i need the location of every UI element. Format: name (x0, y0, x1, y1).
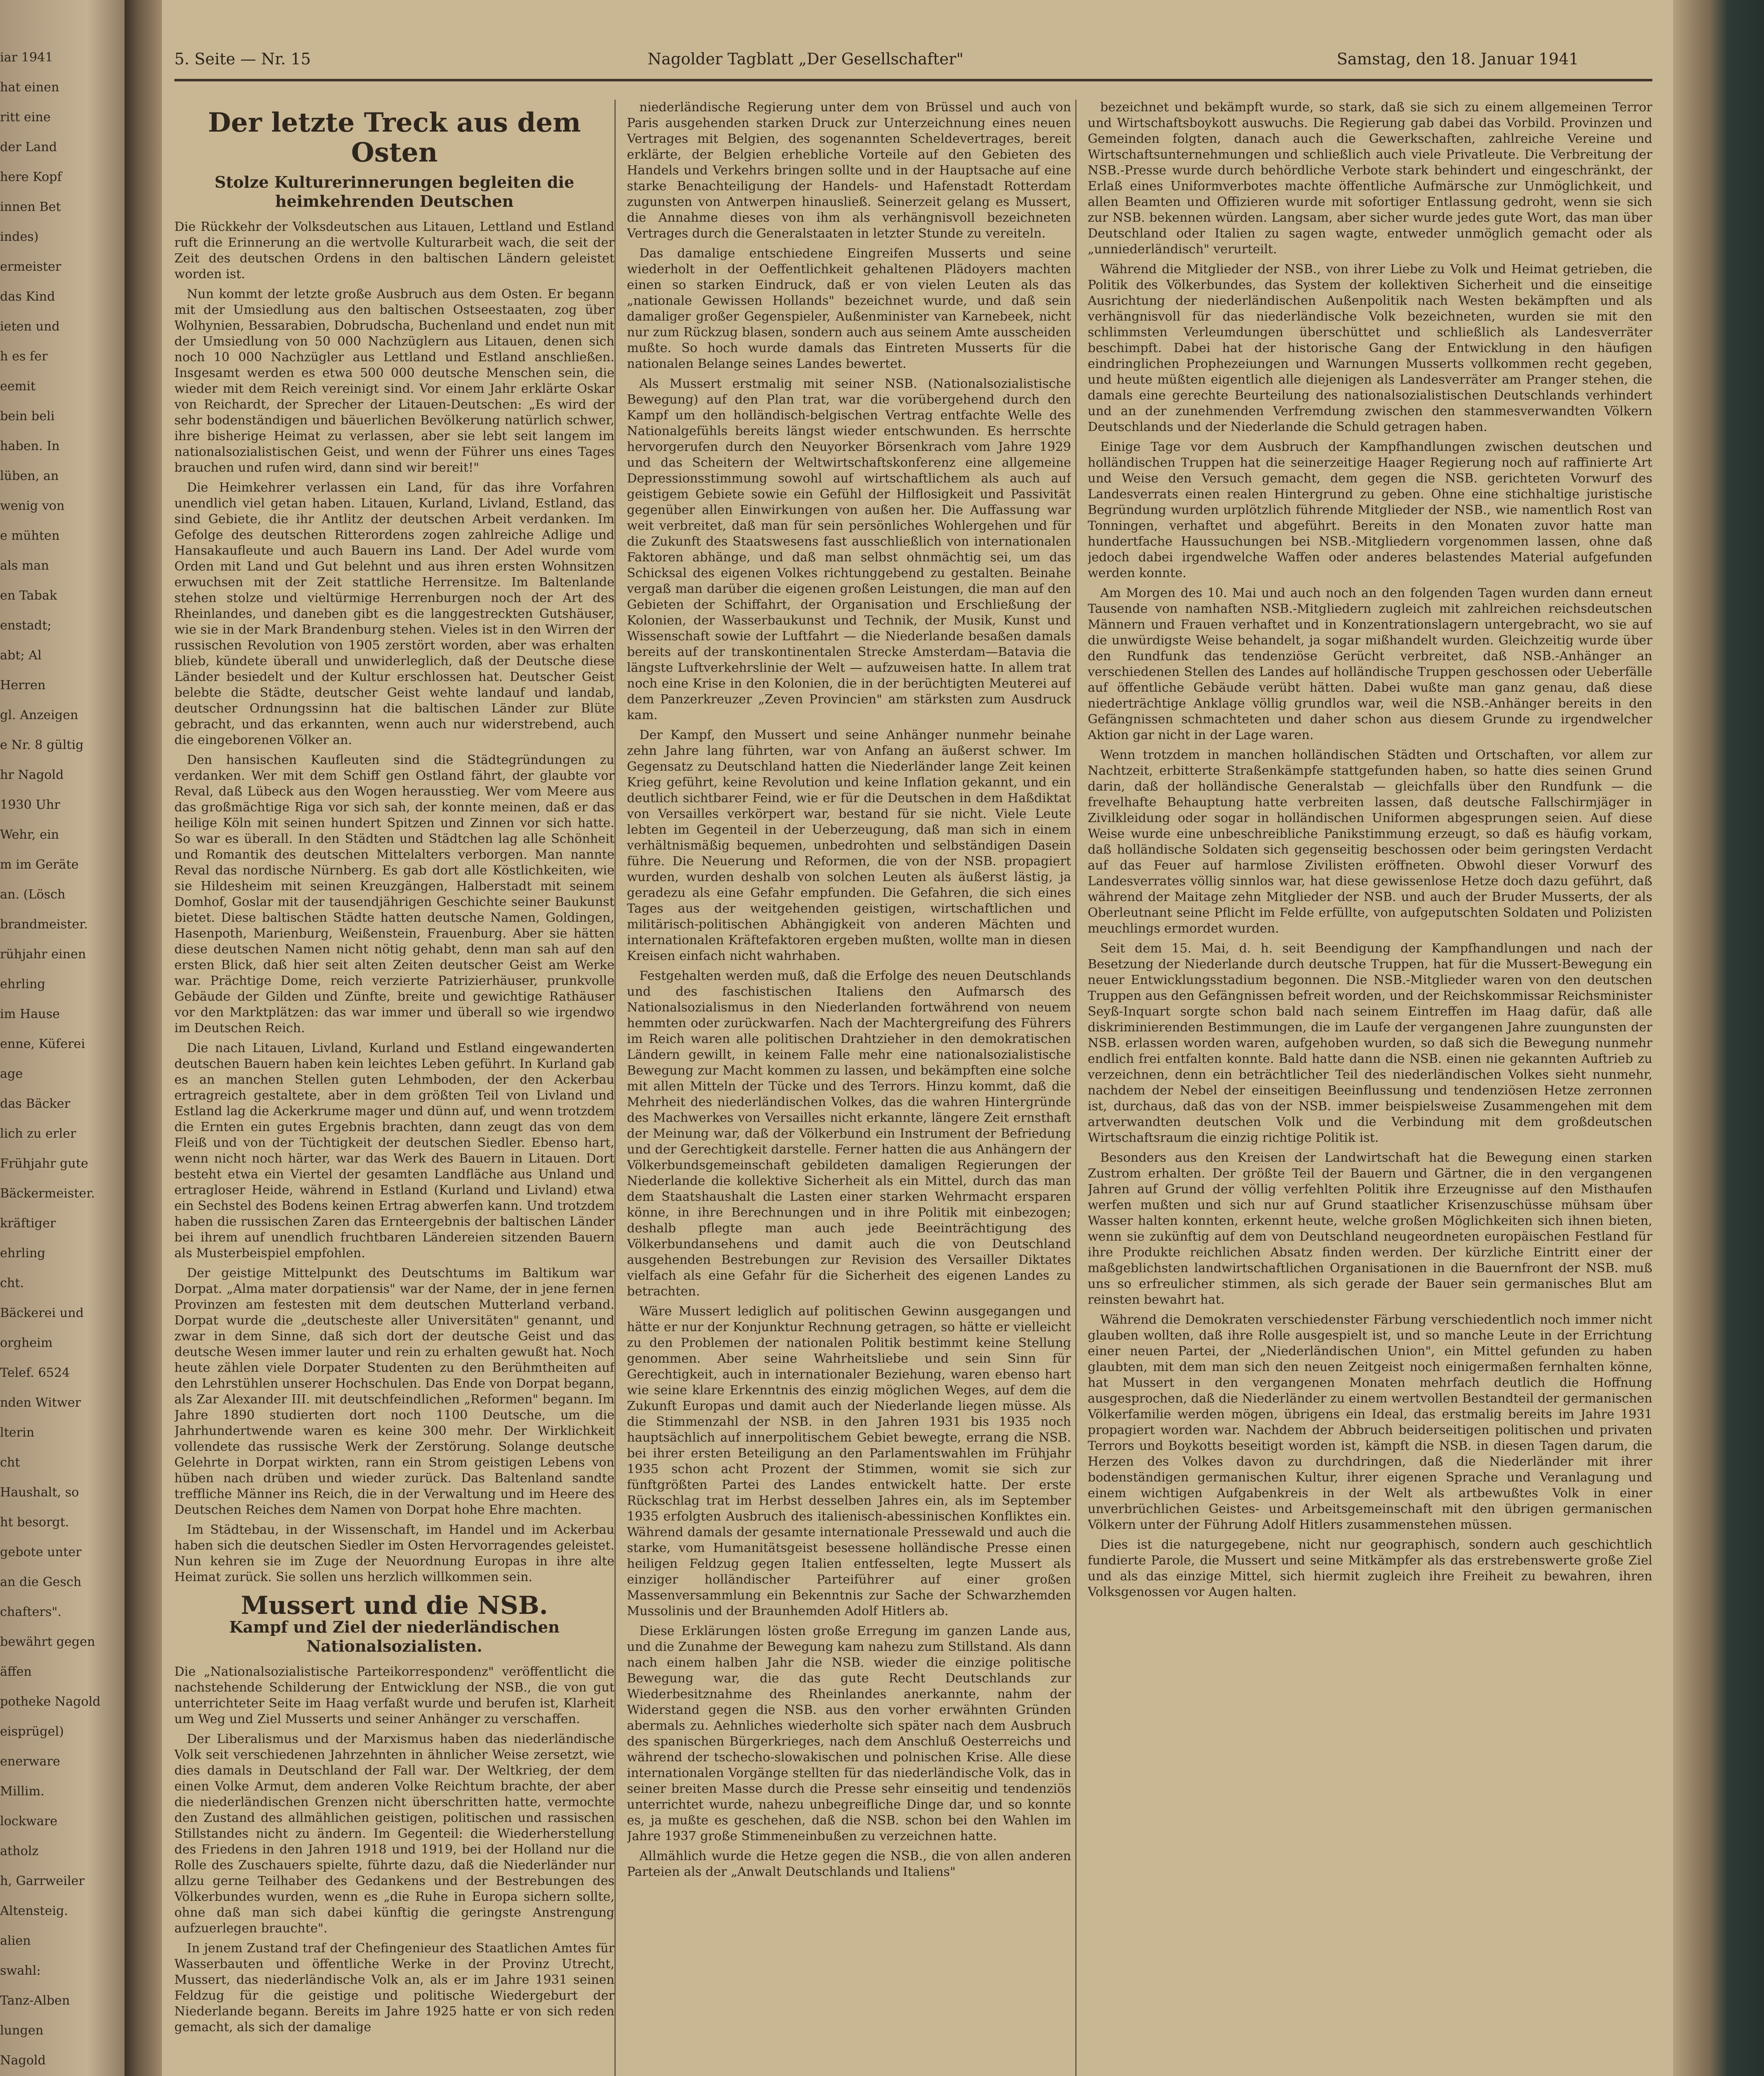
left-page-fragment: here Kopf (0, 170, 62, 184)
left-page-fragment: e mühten (0, 529, 60, 543)
left-page-fragment: Bäckermeister. (0, 1186, 95, 1201)
paragraph: Besonders aus den Kreisen der Landwirtschaft hat die Bewegung einen starken Zustrom erhalten. Der größte Teil der Bauern und Gärtner, die in den vergangenen Jahren auf Grund der völlig verfehlten Politik ihre Erzeugnisse auf den Misthaufen werfen mußten und sich nur auf Grund staatlicher Krisenzuschüsse mühsam über Wasser halten konnten, erkennt heute, welche großen Möglichkeiten sich ihnen bieten, wenn sie zukünftig auf dem von Deutschland neugeordneten europäischen Festland für ihre Produkte reichlichen Absatz finden werden. Der kürzliche Eintritt einer der maßgeblichsten landwirtschaftlichen Organisationen in die Bauernfront der NSB. muß uns so erfreulicher stimmen, als sich gerade der Bauer sein germanisches Blut am reinsten bewahrt hat. (1088, 1151, 1652, 1307)
left-page-fragment: eisprügel) (0, 1724, 64, 1739)
left-page-fragment: enne, Küferei (0, 1037, 85, 1051)
left-page-fragment: abt; Al (0, 648, 42, 663)
paragraph: Das damalige entschiedene Eingreifen Musserts und seine wiederholt in der Oeffentlichkeit gehaltenen Plädoyers machten einen so starken Eindruck, daß er von vielen Leuten als das „nationale Gewissen Hollands" bezeichnet wurde, und daß sein damaliger großer Gegenspieler, Außenminister van Karnebeek, nicht nur zum Rückzug blasen, sondern auch aus seinem Amte ausscheiden mußte. So hoch wurde damals das Eintreten Musserts für die nationalen Belange seines Landes bewertet. (627, 246, 1071, 371)
left-page-fragment: h, Garrweiler (0, 1874, 85, 1888)
article-lead: Die „Nationalsozialistische Parteikorrespondenz" veröffentlicht die nachstehende Schilderung der Entwicklung der NSB., die von gut unterrichteter Seite im Haag verfaßt wurde und berufen ist, Klarheit um Weg und Ziel Musserts und seiner Anhänger zu verschaffen. (174, 1665, 614, 1726)
left-page-strip (0, 0, 125, 2076)
article-subhead: Kampf und Ziel der niederländischen Nationalsozialisten. (229, 1618, 560, 1655)
paragraph: Der Kampf, den Mussert und seine Anhänger nunmehr beinahe zehn Jahre lang führten, war von Anfang an äußerst schwer. Im Gegensatz zu Deutschland hatten die Niederländer lange Zeit keinen Krieg geführt, keine Revolution und keine Inflation gekannt, und ein deutlich sichtbarer Feind, wie er für die Deutschen in dem Haßdiktat von Versailles verkörpert war, bestand für sie nicht. Viele Leute lebten im Gegenteil in der Ueberzeugung, daß man sich in einem verhältnismäßig bequemen, unbedrohten und selbständigen Dasein führe. Die Neuerung und Reformen, die von der NSB. propagiert wurden, wurden deshalb von solchen Leuten als äußerst lästig, ja geradezu als eine Gefahr empfunden. Die Gefahren, die sich eines Tages aus der weitgehenden geistigen, wirtschaftlichen und militärisch-politischen Abhängigkeit von anderen Mächten und internationalen Kräftefaktoren ergeben mußten, wollte man in diesen Kreisen einfach nicht wahrhaben. (627, 728, 1071, 963)
left-page-fragment: im Hause (0, 1007, 60, 1021)
paragraph: Der geistige Mittelpunkt des Deutschtums im Baltikum war Dorpat. „Alma mater dorpatiensis" war der Name, der in jene fernen Provinzen am festesten mit dem deutschen Mutterland verband. Dorpat wurde die „deutscheste aller Universitäten" genannt, und zwar in dem Sinne, daß sich dort der deutsche Geist und das deutsche Wesen immer lauter und rein zu erhalten gewußt hat. Noch heute zählen viele Dorpater Studenten zu den Berühmtheiten auf den Lehrstühlen unserer Hochschulen. Das Ende von Dorpat begann, als Zar Alexander III. mit deutschfeindlichen „Reformen" begann. Im Jahre 1890 studierten dort noch 1100 Deutsche, um die Jahrhundertwende waren es keine 300 mehr. Der Wirklichkeit vollendete das russische Werk der Zerstörung. Solange deutsche Gelehrte in Dorpat wirkten, rann ein Strom geistigen Lebens von hüben nach drüben und wieder zurück. Das Baltenland sandte treffliche Männer ins Reich, die in der Verwaltung und im Heere des Deutschen Reiches dem Namen von Dorpat hohe Ehre machten. (174, 1266, 614, 1517)
left-page-fragment: Frühjahr gute (0, 1156, 88, 1171)
paragraph: niederländische Regierung unter dem von Brüssel und auch von Paris ausgehenden starken Druck zur Unterzeichnung eines neuen Vertrages mit Belgien, des sogenannten Scheldevertrages, bereit erklärte, der Belgien erhebliche Vorteile auf den Gebieten des Handels und Verkehrs bringen sollte und in der Hauptsache auf eine starke Benachteiligung der Handels- und Hafenstadt Rotterdam zugunsten von Antwerpen hinausließ. Seinerzeit gelang es Mussert, die Annahme dieses von ihm als verhängnisvoll bezeichneten Vertrages durch die Generalstaaten in letzter Stunde zu vereiteln. (627, 100, 1071, 241)
issue-date: Samstag, den 18. Januar 1941 (1337, 50, 1579, 68)
paragraph: Wenn trotzdem in manchen holländischen Städten und Ortschaften, vor allem zur Nachtzeit, erbitterte Straßenkämpfe stattgefunden haben, so hatte dies seinen Grund darin, daß der holländische Generalstab — gleichfalls über den Rundfunk — die frevelhafte Behauptung hatte verbreiten lassen, daß deutsche Fallschirmjäger in Zivilkleidung oder sogar in holländischen Uniformen abgesprungen seien. Auf diese Weise wurde eine unbeschreibliche Panikstimmung erzeugt, so daß es häufig vorkam, daß holländische Soldaten sich gegenseitig beschossen oder beim geringsten Verdacht auf das Feuer auf harmlose Zivilisten eröffneten. Obwohl dieser Vorwurf des Landesverrates völlig sinnlos war, hat diese gewissenlose Hetze doch dazu geführt, daß während der Maitage zehn Mitglieder der NSB. und auch der Bruder Musserts, der als Oberleutnant seine Pflicht im Felde erfüllte, von aufgeputschten Soldaten und Polizisten meuchlings ermordet wurden. (1088, 748, 1652, 936)
paragraph: In jenem Zustand traf der Chefingenieur des Staatlichen Amtes für Wasserbauten und öffentliche Werke in der Provinz Utrecht, Mussert, das niederländische Volk an, als er im Jahre 1931 seinen Feldzug für die geistige und politische Wiedergeburt der Niederlande begann. Bereits im Jahre 1925 hatte er von sich reden gemacht, als sich der damalige (174, 1941, 614, 2034)
paragraph: Nun kommt der letzte große Ausbruch aus dem Osten. Er begann mit der Umsiedlung aus den baltischen Ostseestaaten, zog über Wolhynien, Bessarabien, Dobrudscha, Buchenland und endet nun mit der Umsiedlung von 50 000 Nachzüglern aus Litauen, denen sich noch 10 000 Nachzügler aus Lettland und Estland anschließen. Insgesamt werden es etwa 500 000 deutsche Menschen sein, die wieder mit dem Reich vereinigt sind. Vor einem Jahr erklärte Oskar von Reichardt, der Sprecher der Litauen-Deutschen: „Es wird der sehr bodenständigen und bäuerlichen Bevölkerung natürlich schwer, ihre bisherige Heimat zu verlassen, aber sie lebt seit langem im nationalsozialistischen Geist, und wenn der Führer uns eines Tages brauchen und rufen wird, dann sind wir bereit!" (174, 287, 614, 475)
paragraph: Festgehalten werden muß, daß die Erfolge des neuen Deutschlands und des faschistischen Italiens den Aufmarsch des Nationalsozialismus in den Niederlanden fortwährend von neuem hemmten oder zurückwarfen. Nach der Machtergreifung des Führers im Reich waren alle politischen Drahtzieher in den demokratischen Ländern gewillt, in keinem Falle mehr eine nationalsozialistische Bewegung zur Macht kommen zu lassen, und bekämpften eine solche mit allen Mitteln der Tücke und des Terrors. Hinzu kommt, daß die Mehrheit des niederländischen Volkes, das die wahren Hintergründe des Machwerkes von Versailles nicht erkannte, längere Zeit ernsthaft der Meinung war, daß der Völkerbund ein Instrument der Befriedung und der Gerechtigkeit darstelle. Ferner hatten die aus Anhängern der Völkerbundsgemeinschaft gebildeten damaligen Regierungen der Niederlande die kollektive Sicherheit als ein Mittel, durch das man dem Staatshaushalt die Lasten einer starken Wehrmacht ersparen könne, in ihre Berechnungen und in ihre Politik mit einbezogen; deshalb pflegte man auch jede Beeinträchtigung des Völkerbundansehens und damit auch die von Deutschland ausgehenden Bestrebungen zur Revision des Versailler Diktates vielfach als eine Gefahr für die Sicherheit des eigenen Landes zu betrachten. (627, 969, 1071, 1299)
left-page-fragment: der Land (0, 140, 57, 154)
paragraph: Einige Tage vor dem Ausbruch der Kampfhandlungen zwischen deutschen und holländischen Truppen hat die seinerzeitige Haager Regierung noch auf raffinierte Art und Weise den Versuch gemacht, dem gegen die NSB. gerichteten Vorwurf des Landesverrats einen realen Hintergrund zu geben. Ohne eine stichhaltige juristische Begründung wurden urplötzlich führende Mitglieder der NSB., wie namentlich Rost van Tonningen, verhaftet und abgeführt. Bereits in den Monaten zuvor hatte man hundertfache Haussuchungen bei NSB.-Mitgliedern vorgenommen lassen, ohne daß jedoch dabei irgendwelche Waffen oder anderes belastendes Material aufgefunden werden konnte. (1088, 440, 1652, 580)
paragraph: Den hansischen Kaufleuten sind die Städtegründungen zu verdanken. Wer mit dem Schiff gen Ostland fährt, der glaubte vor Reval, daß Lübeck aus den Wogen herausstieg. Wer vom Meere aus das großmächtige Riga vor sich sah, der konnte meinen, daß er das heilige Köln mit seinen hundert Spitzen und Zinnen vor sich hatte. So war es überall. In den Städten und Städtchen lag alle Schönheit und Romantik des deutschen Mittelalters verborgen. Man nannte Reval das nordische Nürnberg. Es gab dort alle Köstlichkeiten, wie sie Hildesheim mit seinen Kreuzgängen, Halberstadt mit seinem Domhof, Goslar mit der tausendjährigen Geschichte seiner Baukunst bietet. Diese baltischen Städte hatten deutsche Namen, Goldingen, Hasenpoth, Marienburg, Weißenstein, Frauenburg. Aber sie hätten diese deutschen Namen nicht nötig gehabt, denn man sah auf den ersten Blick, daß hier seit alten Zeiten deutscher Geist am Werke war. Prächtige Dome, reich verzierte Patrizierhäuser, prunkvolle Gebäude der Gilden und Zünfte, breite und gewichtige Rathäuser vor den Marktplätzen: das war immer und überall so wie irgendwo im Deutschen Reich. (174, 753, 614, 1036)
article-body (174, 1731, 614, 2035)
article-headline: Mussert und die NSB. (241, 1591, 548, 1620)
paragraph: Allmählich wurde die Hetze gegen die NSB., die von allen anderen Parteien als der „Anwalt Deutschlands und Italiens" (627, 1849, 1071, 1879)
left-page-fragment: Wehr, ein (0, 827, 59, 842)
left-page-fragment: brandmeister. (0, 917, 88, 932)
left-page-fragment: Tanz-Alben (0, 1993, 70, 2008)
left-page-fragment: gebote unter (0, 1545, 82, 1559)
left-page-fragment: alien (0, 1934, 31, 1948)
left-page-fragment: das Kind (0, 289, 55, 304)
paragraph: bezeichnet und bekämpft wurde, so stark, daß sie sich zu einem allgemeinen Terror und Wirtschaftsboykott auswuchs. Die Regierung gab dabei das Vorbild. Provinzen und Gemeinden folgten, danach auch die Gewerkschaften, zahlreiche Vereine und Wirtschaftsunternehmungen und schließlich auch viele Privatleute. Die Verbreitung der NSB.-Presse wurde durch behördliche Verbote stark behindert und eingeschränkt, der Erlaß eines Uniformverbotes machte öffentliche Aufmärsche zur Unmöglichkeit, und allen Beamten und Offizieren wurde mit sofortiger Entlassung gedroht, wenn sie sich zur NSB. bekennen würden. Langsam, aber sicher wurde jedes gute Wort, das man über Deutschland oder Italien zu sagen wagte, entweder unmöglich gemacht oder als „unniederländisch" verurteilt. (1088, 100, 1652, 257)
paragraph: Während die Mitglieder der NSB., von ihrer Liebe zu Volk und Heimat getrieben, die Politik des Völkerbundes, das System der kollektiven Sicherheit und die einseitige Ausrichtung der niederländischen Außenpolitik nach Westen bekämpften und als verhängnisvoll für das niederländische Volk bezeichneten, wurden sie mit den schlimmsten Verleumdungen überschüttet und schließlich als Landesverräter beschimpft. Dabei hat der historische Gang der Entwicklung in den häufigen eindringlichen Prophezeiungen und Warnungen Musserts vollkommen recht gegeben, und heute müßten eigentlich alle diejenigen als Landesverräter am Pranger stehen, die damals eine gerechte Beurteilung des nationalsozialistischen Deutschlands verhindert und an der zunehmenden Verfremdung zwischen den stammesverwandten Völkern Deutschlands und der Niederlande die Schuld getragen haben. (1088, 262, 1652, 434)
left-page-fragment: ieten und (0, 319, 60, 334)
left-page-fragment: als man (0, 558, 49, 573)
article-subhead: Stolze Kulturerinnerungen begleiten die heimkehrenden Deutschen (214, 173, 575, 211)
left-page-fragment: nden Witwer (0, 1395, 81, 1410)
left-page-fragment: lockware (0, 1814, 58, 1829)
article-body (627, 100, 1071, 1880)
left-page-fragment: cht. (0, 1276, 24, 1290)
left-page-fragment: h es fer (0, 349, 48, 364)
left-page-fragment: e Nr. 8 gültig (0, 738, 84, 752)
left-page-fragment: ermeister (0, 260, 61, 274)
book-edge (1673, 0, 1764, 2076)
paragraph: Die nach Litauen, Livland, Kurland und Estland eingewanderten deutschen Bauern haben kein leichtes Leben geführt. In Kurland gab es an manchen Stellen guten Lehmboden, der den Ackerbau ertragreich gestaltete, aber in dem größten Teil von Livland und Estland lag die Ackerkrume mager und dünn auf, und wenn trotzdem die Ernten ein gutes Ergebnis brachten, dann zeugt das von dem Fleiß und von der Tüchtigkeit der deutschen Siedler. Ebenso hart, wenn nicht noch härter, war das Werk des Bauern in Litauen. Dort besteht etwa ein Viertel der gesamten Landfläche aus Unland und ertragloser Heide, während in Estland (Kurland und Livland) etwa ein Sechstel des Bodens keinen Ertrag abwerfen kann. Und trotzdem haben die russischen Zaren das Ernteergebnis der baltischen Länder bei ihrem auf unendlich fruchtbaren Ländereien sitzenden Bauern als Musterbeispiel empfohlen. (174, 1041, 614, 1261)
left-page-fragment: potheke Nagold (0, 1694, 101, 1709)
left-page-fragment: hat einen (0, 80, 59, 95)
paragraph: Die Heimkehrer verlassen ein Land, für das ihre Vorfahren unendlich viel getan haben. Litauen, Kurland, Livland, Estland, das sind Gebiete, die ihr Antlitz der deutschen Arbeit verdanken. Im Gefolge des deutschen Ritterordens zogen zahlreiche Adlige und Hansakaufleute und auch Bauern ins Land. Der Adel wurde vom Orden mit Land und Gut belehnt und aus ihren ersten Wohnsitzen erwuchsen mit der Zeit stattliche Herrensitze. Im Baltenlande stehen stolze und vieltürmige Herrenburgen noch der Art des Rheinlandes, und daneben gibt es die langgestreckten Gutshäuser, wie sie in der Mark Brandenburg stehen. Vieles ist in den Wirren der russischen Revolution von 1905 zerstört worden, aber was erhalten blieb, kündete überall und unwiderleglich, daß der Deutsche diese Länder besiedelt und der Kultur erschlossen hat. Deutscher Geist belebte die Städte, deutscher Geist wehte landauf und landab, deutscher Ordnungssinn hat die baltischen Länder zur Blüte gebracht, und das erkannten, wenn auch nur widerstrebend, auch die eingeborenen Völker an. (174, 480, 614, 747)
masthead: Nagolder Tagblatt „Der Gesellschafter" (648, 50, 964, 68)
left-page-fragment: bein beli (0, 409, 55, 424)
paragraph: Diese Erklärungen lösten große Erregung im ganzen Lande aus, und die Zunahme der Bewegung kam nahezu zum Stillstand. Als dann nach einem halben Jahr die NSB. wieder die einzige politische Bewegung war, die das gute Recht Deutschlands zur Wiederbesitznahme des Rheinlandes anerkannte, nahm der Widerstand gegen die NSB. aus den vorher erwähnten Gründen abermals zu. Aehnliches wiederholte sich später nach dem Ausbruch des spanischen Bürgerkrieges, nach dem Anschluß Oesterreichs und während der tschecho-slowakischen und polnischen Krise. Alle diese internationalen Vorgänge stellten für das niederländische Volk, das in seiner breiten Masse durch die Presse sehr einseitig und tendenziös unterrichtet wurde, nahezu unbegreifliche Dinge dar, und so konnte es, ja mußte es geschehen, daß die NSB. schon bei den Wahlen im Jahre 1937 große Stimmeneinbußen zu verzeichnen hatte. (627, 1624, 1071, 1843)
left-page-fragment: m im Geräte (0, 857, 79, 872)
left-page-fragment: enstadt; (0, 618, 51, 633)
column-1 (174, 100, 614, 2076)
article-lead: Die Rückkehr der Volksdeutschen aus Litauen, Lettland und Estland ruft die Erinnerung an die wertvolle Kulturarbeit wach, die seit der Zeit des deutschen Ordens in den baltischen Ländern geleistet worden ist. (174, 220, 614, 282)
left-page-fragment: swahl: (0, 1963, 41, 1978)
paragraph: Während die Demokraten verschiedenster Färbung verschiedentlich noch immer nicht glauben wollten, daß ihre Rolle ausgespielt ist, und so manche Leute in der Errichtung einer neuen Partei, der „Niederländischen Union", ein Mittel gefunden zu haben glaubten, mit dem man sich den neuen Zeitgeist noch einigermaßen fernhalten könne, hat Mussert in den vergangenen Monaten mehrfach deutlich die Hoffnung ausgesprochen, daß die Niederländer zu einem wertvollen Bestandteil der germanischen Völkerfamilie werden mögen, übrigens ein Ideal, das erstmalig bereits im Jahre 1931 propagiert worden war. Nachdem der Abbruch beiderseitigen politischen und privaten Terrors und Boykotts beseitigt worden ist, kämpft die NSB. in diesen Tagen darum, die Herzen des Volkes davon zu durchdringen, daß die Niederländer mit ihrer bodenständigen germanischen Kultur, ihrer eigenen Sprache und Veranlagung und einem wichtigen Aufgabenkreis in der Welt als artbewußtes Volk in einer unverbrüchlichen Geistes- und Arbeitsgemeinschaft mit den übrigen germanischen Völkern unter der Führung Adolf Hitlers zusammenstehen müssen. (1088, 1312, 1652, 1532)
left-page-fragment: en Tabak (0, 588, 57, 603)
left-page-fragment: rühjahr einen (0, 947, 86, 962)
header-rule (174, 79, 1652, 81)
paragraph: Wäre Mussert lediglich auf politischen Gewinn ausgegangen und hätte er nur der Konjunktur Rechnung getragen, so hätte er vielleicht zu den Problemen der nationalen Politik bestimmt keine Stellung genommen. Aber seine Wahrheitsliebe und sein Sinn für Gerechtigkeit, auch in internationaler Beziehung, waren ebenso hart wie seine klare Erkenntnis des einzig möglichen Weges, auf dem die Zukunft Europas und damit auch der Niederlande liegen müsse. Als die Stimmenzahl der NSB. in den Jahren 1931 bis 1935 noch hauptsächlich auf innerpolitischem Gebiet bewegte, errang die NSB. bei ihrer ersten Beteiligung an den Parlamentswahlen im Frühjahr 1935 schon acht Prozent der Stimmen, womit sie sich zur fünftgrößten Partei des Landes entwickelt hatte. Der erste Rückschlag trat im Herbst desselben Jahres ein, als im September 1935 erfolgten Ausbruch des italienisch-abessinischen Konfliktes ein. Während damals der gesamte internationale Pressewald und auch die starke, vom Humanitätsgeist besessene holländische Presse einen heiligen Feldzug gegen Italien entfesselten, legte Mussert als einziger holländischer Parteiführer auf einer großen Massenversammlung ein Bekenntnis zur Sache der Schwarzhemden Mussolinis und der Braunhemden Adolf Hitlers ab. (627, 1304, 1071, 1618)
left-page-fragment: ehrling (0, 1246, 46, 1261)
paragraph: Der Liberalismus und der Marxismus haben das niederländische Volk seit verschiedenen Jahrzehnten in ähnlicher Weise zersetzt, wie dies damals in Deutschland der Fall war. Der Weltkrieg, der dem einen Volke Armut, dem anderen Volke Reichtum brachte, der aber die niederländischen Grenzen nicht überschritten hatte, vermochte den Zustand des allmählichen geistigen, politischen und rassischen Stillstandes nicht zu ändern. Im Gegenteil: die Wiederherstellung des Friedens in den Jahren 1918 und 1919, bei der Holland nur die Rolle des Zuschauers spielte, führte dazu, daß die Niederländer nur allzu gerne Teilhaber des Gedankens und der Bestrebungen des Völkerbundes wurden, wenn es „die Ruhe in Europa sichern sollte, ohne daß man sich dabei künftig die geringste Anstrengung aufzuerlegen brauchte". (174, 1732, 614, 1936)
left-page-fragment: bewährt gegen (0, 1635, 95, 1649)
article-body (1088, 100, 1652, 1600)
left-page-fragment: Nagold (0, 2053, 46, 2068)
left-page-fragment: Haushalt, so (0, 1485, 79, 1500)
left-page-fragment: Bäckerei und (0, 1306, 84, 1320)
paragraph: Am Morgen des 10. Mai und auch noch an den folgenden Tagen wurden dann erneut Tausende von namhaften NSB.-Mitgliedern zugleich mit zahlreichen reichsdeutschen Männern und Frauen verhaftet und in Konzentrationslagern untergebracht, wo sie auf die unwürdigste Weise behandelt, ja sogar mißhandelt wurden. Gleichzeitig wurde über den Rundfunk das tendenziöse Gerücht verbreitet, daß NSB.-Anhänger an verschiedenen Stellen des Landes auf holländische Truppen geschossen oder Ueberfälle auf öffentliche Gebäude verübt hätten. Dabei wußte man ganz genau, daß diese niederträchtige Anklage völlig grundlos war, weil die NSB.-Anhänger bereits in den Gefängnissen schmachteten und daher schon aus diesem Grunde zu irgendwelcher Aktion gar nicht in der Lage waren. (1088, 586, 1652, 742)
left-page-fragment: an. (Lösch (0, 887, 66, 902)
column-rule (1075, 100, 1077, 2076)
column-rule (614, 100, 616, 2076)
paragraph: Als Mussert erstmalig mit seiner NSB. (Nationalsozialistische Bewegung) auf den Plan trat, war die vorübergehend durch den Kampf um den holländisch-belgischen Vertrag entfachte Welle des Nationalgefühls bereits längst wieder entschwunden. Es herrschte hervorgerufen durch den Neuyorker Börsenkrach vom Jahre 1929 und das Scheitern der Weltwirtschaftskonferenz eine allgemeine Depressionsstimmung sowohl auf wirtschaftlichem als auch auf geistigem Gebiete sowie ein Gefühl der Hilflosigkeit und Passivität gegenüber allen Einwirkungen von außen her. Die Auffassung war weit verbreitet, daß man für sein persönliches Wohlergehen und für die Zukunft des Staatswesens fast ausschließlich von internationalen Faktoren abhänge, und daß man selbst ohnmächtig sei, um das Schicksal des eigenen Volkes richtunggebend zu gestalten. Beinahe vergaß man darüber die eigenen großen Leistungen, die man auf den Gebieten der Schiffahrt, der Organisation und Erschließung der Kolonien, der Wasserbaukunst und Technik, der Musik, Kunst und Wissenschaft sowie der Luftfahrt — die Niederlande besaßen damals bereits auf der transkontinentalen Strecke Amsterdam—Batavia die längste Luftverkehrslinie der Welt — aufzuweisen hatte. In allem trat noch eine Krise in den Kolonien, die in der berüchtigten Meuterei auf dem Panzerkreuzer „Zeven Provincien" am stärksten zum Ausdruck kam. (627, 377, 1071, 722)
article-headline: Der letzte Treck aus dem Osten (208, 107, 581, 168)
left-page-fragment: iar 1941 (0, 50, 53, 65)
page-number: 5. Seite — Nr. 15 (174, 50, 311, 68)
left-page-fragment: gl. Anzeigen (0, 708, 78, 722)
paragraph: Dies ist die naturgegebene, nicht nur geographisch, sondern auch geschichtlich fundierte Parole, die Mussert und seine Mitkämpfer als das erstrebenswerte große Ziel und als das einzige Mittel, sich hiermit zugleich ihre Freiheit zu bewahren, ihren Volksgenossen vor Augen halten. (1088, 1537, 1652, 1599)
left-page-fragment: haben. In (0, 439, 60, 453)
left-page-fragment: cht (0, 1455, 20, 1470)
article-body (174, 286, 614, 1585)
left-page-fragment: kräftiger (0, 1216, 56, 1231)
left-page-fragment: äffen (0, 1665, 32, 1679)
left-page-fragment: chafters". (0, 1605, 61, 1619)
left-page-fragment: Herren (0, 678, 46, 693)
left-page-fragment: eemit (0, 379, 36, 394)
left-page-fragment: indes) (0, 230, 39, 244)
left-page-fragment: orgheim (0, 1336, 53, 1350)
left-page-fragment: lungen (0, 2023, 44, 2038)
left-page-fragment: ht besorgt. (0, 1515, 69, 1530)
left-page-fragment: wenig von (0, 499, 65, 513)
column-3 (1088, 100, 1652, 2076)
left-page-fragment: ehrling (0, 977, 46, 991)
left-page-fragment: Telef. 6524 (0, 1366, 70, 1380)
left-page-fragment: das Bäcker (0, 1097, 71, 1111)
paragraph: Im Städtebau, in der Wissenschaft, im Handel und im Ackerbau haben sich die deutschen Siedler im Osten Hervorragendes geleistet. Nun kehren sie im Zuge der Neuordnung Europas in ihre alte Heimat zurück. Sie sollen uns herzlich willkommen sein. (174, 1523, 614, 1584)
column-2 (627, 100, 1071, 2076)
left-page-fragment: lüben, an (0, 469, 59, 483)
book-gutter (125, 0, 162, 2076)
left-page-fragment: Millim. (0, 1784, 45, 1799)
left-page-fragment: innen Bet (0, 200, 61, 214)
left-page-fragment: hr Nagold (0, 768, 64, 782)
left-page-fragment: Altensteig. (0, 1904, 68, 1918)
left-page-fragment: ritt eine (0, 110, 51, 125)
left-page-fragment: enerware (0, 1754, 60, 1769)
left-page-fragment: lich zu erler (0, 1126, 76, 1141)
left-page-fragment: age (0, 1067, 23, 1081)
left-page-fragment: an die Gesch (0, 1575, 82, 1589)
left-page-fragment: lterin (0, 1425, 34, 1440)
paragraph: Seit dem 15. Mai, d. h. seit Beendigung der Kampfhandlungen und nach der Besetzung der Niederlande durch deutsche Truppen, hat für die Mussert-Bewegung ein neuer Entwicklungsstadium begonnen. Die NSB.-Mitglieder waren von den deutschen Truppen aus den Gefängnissen befreit worden, und der Reichskommissar Reichsminister Seyß-Inquart sorgte schon bald nach seinem Eintreffen im Haag dafür, daß alle diskriminierenden Bestimmungen, die im Laufe der vergangenen Jahre zuungunsten der NSB. erlassen worden waren, aufgehoben wurden, so daß sich die Bewegung nunmehr endlich frei entfalten konnte. Bald hatte dann die NSB. einen nie gekannten Auftrieb zu verzeichnen, denn ein beträchtlicher Teil des niederländischen Volkes sieht nunmehr, nachdem der Nebel der einseitigen Beeinflussung und tendenziösen Hetze zerronnen ist, durchaus, daß das von der NSB. immer beispielsweise Zusammengehen mit dem artverwandten deutschen Volk und die Verbindung mit dem großdeutschen Wirtschaftsraum die einzig richtige Politik ist. (1088, 941, 1652, 1145)
left-page-fragment: 1930 Uhr (0, 798, 60, 812)
left-page-fragment: atholz (0, 1844, 39, 1858)
